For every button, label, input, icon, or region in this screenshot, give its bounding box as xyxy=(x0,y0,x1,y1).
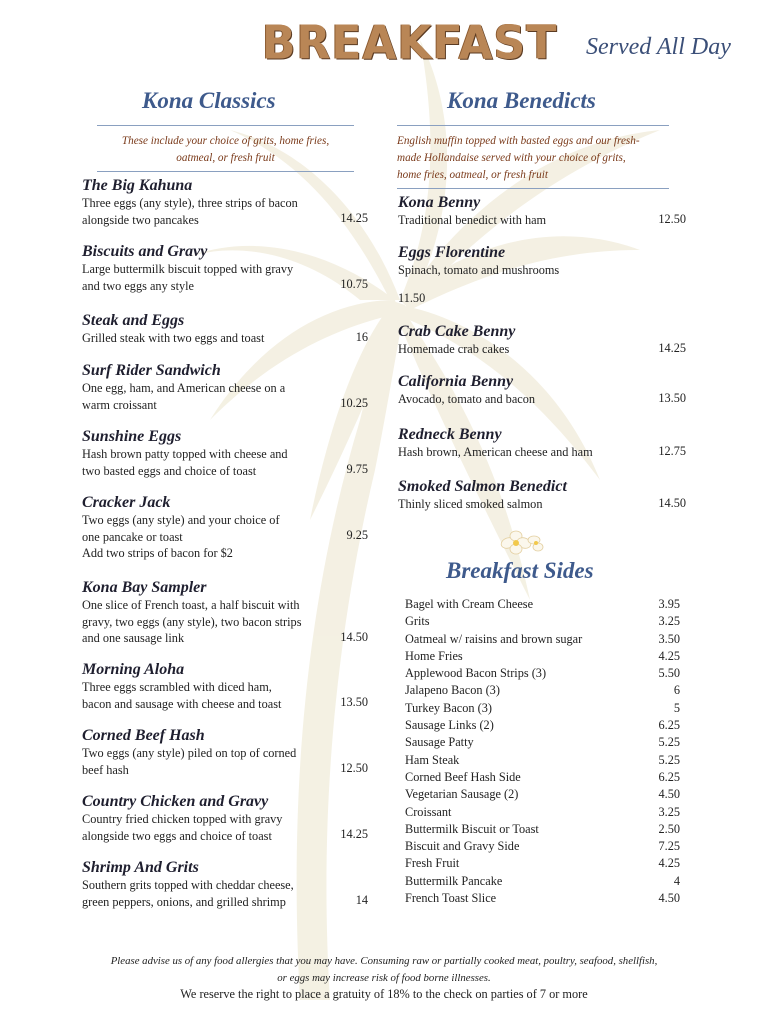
menu-item-name: Surf Rider Sandwich xyxy=(82,362,221,379)
menu-item-description: Three eggs scrambled with diced ham, xyxy=(82,680,272,694)
menu-item-name: Cracker Jack xyxy=(82,494,171,511)
classics-top-rule xyxy=(97,125,354,126)
menu-item-name: Kona Benny xyxy=(398,194,481,211)
menu-item-description: Country fried chicken topped with gravy xyxy=(82,812,283,826)
side-item-price: 2.50 xyxy=(658,821,680,836)
menu-item-name: Eggs Florentine xyxy=(398,244,506,261)
menu-item xyxy=(398,477,567,513)
side-item-row xyxy=(405,786,680,803)
menu-item-name: Shrimp And Grits xyxy=(82,859,199,876)
menu-item-price: 13.50 xyxy=(340,695,368,709)
side-item-row xyxy=(405,648,680,665)
side-item-price: 7.25 xyxy=(658,839,680,854)
menu-item-price: 14 xyxy=(355,893,368,907)
menu-item xyxy=(82,726,296,778)
allergy-notice-line-1: Please advise us of any food allergies that you may have. Consuming raw or partially cooked meat, poultry, seafood, shellfish, xyxy=(110,955,658,967)
kona-classics-heading: Kona Classics xyxy=(142,88,276,113)
menu-item-name: Smoked Salmon Benedict xyxy=(398,478,567,495)
menu-item-description: Southern grits topped with cheddar cheese, xyxy=(82,878,294,892)
allergy-notice xyxy=(0,953,768,987)
menu-item-description: two basted eggs and choice of toast xyxy=(82,463,257,478)
side-item-name: Bagel with Cream Cheese xyxy=(405,597,534,611)
benedicts-note-line-1: English muffin topped with basted eggs and our fresh- xyxy=(397,135,640,147)
menu-item xyxy=(398,372,535,408)
menu-item xyxy=(82,242,293,294)
menu-item-name: The Big Kahuna xyxy=(82,177,193,194)
menu-item-description: Hash brown, American cheese and ham xyxy=(398,445,593,459)
menu-item-description: One egg, ham, and American cheese on a xyxy=(82,381,286,395)
side-item-name: Vegetarian Sausage (2) xyxy=(405,787,519,802)
side-item-row xyxy=(405,752,680,769)
side-item-price: 4 xyxy=(673,873,680,888)
side-item-name: Croissant xyxy=(405,804,452,819)
menu-item-name: Steak and Eggs xyxy=(82,312,185,329)
side-item-name: Ham Steak xyxy=(405,752,460,767)
menu-item-price: 14.25 xyxy=(658,341,686,355)
menu-item-description: Spinach, tomato and mushrooms xyxy=(398,263,560,277)
menu-item-name: Biscuits and Gravy xyxy=(82,243,208,260)
plumeria-flower-icon xyxy=(494,526,546,556)
menu-item-description: green peppers, onions, and grilled shrimp xyxy=(82,894,286,909)
side-item-row xyxy=(405,631,680,648)
menu-item-description: and one sausage link xyxy=(82,631,185,645)
side-item-name: Buttermilk Biscuit or Toast xyxy=(405,821,539,836)
menu-item xyxy=(82,578,301,647)
side-item-price: 6 xyxy=(673,683,680,698)
menu-item-description: and two eggs any style xyxy=(82,278,195,293)
menu-item xyxy=(82,858,294,910)
side-item-name: Sausage Links (2) xyxy=(405,718,494,733)
menu-item xyxy=(82,176,298,228)
side-item-row xyxy=(405,596,680,613)
side-item-price: 4.50 xyxy=(658,891,680,906)
side-item-row xyxy=(405,613,680,630)
menu-item-price: 12.75 xyxy=(658,444,686,458)
menu-item-price: 16 xyxy=(355,330,368,344)
menu-item-price: 14.25 xyxy=(340,211,368,225)
side-item-name: French Toast Slice xyxy=(405,891,497,906)
served-all-day-label: Served All Day xyxy=(586,34,731,60)
side-item-row xyxy=(405,890,680,907)
side-item-row xyxy=(405,873,680,890)
menu-title: BREAKFAST xyxy=(262,16,558,71)
menu-item-description: alongside two eggs and choice of toast xyxy=(82,828,272,843)
menu-item-description: Two eggs (any style) piled on top of corned xyxy=(82,746,297,760)
menu-item-description: warm croissant xyxy=(82,397,157,412)
menu-item xyxy=(398,193,546,229)
menu-item xyxy=(82,361,285,413)
side-item-price: 3.95 xyxy=(658,597,680,611)
menu-item-price: 11.50 xyxy=(398,291,426,305)
menu-item-name: California Benny xyxy=(398,373,514,390)
menu-item-name: Morning Aloha xyxy=(82,661,185,678)
side-item-name: Fresh Fruit xyxy=(405,856,460,871)
menu-item-price: 9.25 xyxy=(346,528,368,542)
menu-item-price: 14.50 xyxy=(658,496,686,510)
side-item-price: 6.25 xyxy=(658,718,680,733)
side-item-name: Corned Beef Hash Side xyxy=(405,769,521,784)
side-item-row xyxy=(405,855,680,872)
menu-item-description: bacon and sausage with cheese and toast xyxy=(82,696,282,711)
menu-item-price: 10.25 xyxy=(340,396,368,410)
side-item-price: 5.25 xyxy=(658,752,680,767)
benedicts-note xyxy=(397,133,669,184)
menu-item-price: 13.50 xyxy=(658,391,686,405)
menu-item-price: 12.50 xyxy=(340,761,368,775)
side-item-name: Turkey Bacon (3) xyxy=(405,700,492,715)
side-item-price: 5.25 xyxy=(658,735,680,750)
benedicts-top-rule xyxy=(397,125,669,126)
side-item-name: Biscuit and Gravy Side xyxy=(405,839,520,854)
menu-item xyxy=(398,425,593,461)
benedicts-bottom-rule xyxy=(397,188,669,189)
menu-item-description: Traditional benedict with ham xyxy=(398,213,547,227)
menu-item-price: 9.75 xyxy=(346,462,368,476)
side-item-name: Jalapeno Bacon (3) xyxy=(405,683,500,698)
side-item-row xyxy=(405,665,680,682)
menu-item-description: Three eggs (any style), three strips of bacon xyxy=(82,196,298,210)
menu-item-name: Country Chicken and Gravy xyxy=(82,793,269,810)
breakfast-sides-list xyxy=(405,596,680,907)
side-item-price: 4.50 xyxy=(658,787,680,802)
menu-item xyxy=(82,660,281,712)
menu-item-price: 14.50 xyxy=(340,630,368,644)
menu-item-price: 14.25 xyxy=(340,827,368,841)
side-item-name: Home Fries xyxy=(405,648,463,663)
allergy-notice-line-2: or eggs may increase risk of food borne illnesses. xyxy=(277,972,491,984)
side-item-name: Grits xyxy=(405,614,430,629)
menu-item-description: Two eggs (any style) and your choice of xyxy=(82,513,280,527)
menu-item-name: Crab Cake Benny xyxy=(398,323,516,340)
side-item-row xyxy=(405,838,680,855)
menu-item-description: Hash brown patty topped with cheese and xyxy=(82,447,288,461)
side-item-name: Sausage Patty xyxy=(405,735,474,750)
classics-note xyxy=(97,133,354,167)
side-item-row xyxy=(405,717,680,734)
menu-item-description: Thinly sliced smoked salmon xyxy=(398,497,543,511)
side-item-row xyxy=(405,804,680,821)
menu-item-description: Homemade crab cakes xyxy=(398,342,510,356)
side-item-price: 3.50 xyxy=(658,631,680,646)
gratuity-notice: We reserve the right to place a gratuity of 18% to the check on parties of 7 or more xyxy=(180,987,588,1001)
benedicts-note-line-2: made Hollandaise served with your choice of grits, xyxy=(397,152,626,164)
menu-item-name: Redneck Benny xyxy=(398,426,502,443)
side-item-price: 3.25 xyxy=(658,804,680,819)
classics-note-line-1: These include your choice of grits, home fries, xyxy=(121,135,330,147)
menu-item xyxy=(398,243,559,279)
menu-item xyxy=(82,311,264,347)
menu-item-description: one pancake or toast xyxy=(82,529,183,544)
side-item-row xyxy=(405,682,680,699)
kona-benedicts-heading: Kona Benedicts xyxy=(447,88,596,113)
side-item-price: 6.25 xyxy=(658,769,680,784)
menu-item-description: Large buttermilk biscuit topped with gravy xyxy=(82,262,294,276)
menu-item-description: beef hash xyxy=(82,762,129,777)
menu-item-name: Corned Beef Hash xyxy=(82,727,205,744)
side-item-price: 5.50 xyxy=(658,666,680,681)
classics-note-line-2: oatmeal, or fresh fruit xyxy=(176,152,275,164)
menu-item xyxy=(82,427,288,479)
menu-item-price: 10.75 xyxy=(340,277,368,291)
side-item-price: 5 xyxy=(673,700,680,715)
benedicts-note-line-3: home fries, oatmeal, or fresh fruit xyxy=(397,169,548,181)
side-item-row xyxy=(405,700,680,717)
menu-item-description: Add two strips of bacon for $2 xyxy=(82,546,233,560)
side-item-row xyxy=(405,769,680,786)
menu-item-description: Grilled steak with two eggs and toast xyxy=(82,331,265,345)
side-item-price: 3.25 xyxy=(658,614,680,629)
side-item-name: Buttermilk Pancake xyxy=(405,873,503,888)
menu-item xyxy=(82,493,280,562)
side-item-name: Applewood Bacon Strips (3) xyxy=(405,666,547,681)
side-item-row xyxy=(405,734,680,751)
breakfast-sides-heading: Breakfast Sides xyxy=(446,558,594,583)
classics-bottom-rule xyxy=(97,171,354,172)
menu-item-description: alongside two pancakes xyxy=(82,212,199,227)
menu-item-description: One slice of French toast, a half biscuit with xyxy=(82,598,300,612)
menu-item-description: Avocado, tomato and bacon xyxy=(398,392,536,406)
side-item-row xyxy=(405,821,680,838)
menu-item-name: Sunshine Eggs xyxy=(82,428,182,445)
menu-item-price: 12.50 xyxy=(658,212,686,226)
side-item-price: 4.25 xyxy=(658,648,680,663)
menu-item-description: gravy, two eggs (any style), two bacon strips xyxy=(82,614,302,629)
menu-item-name: Kona Bay Sampler xyxy=(82,579,207,596)
menu-item xyxy=(398,322,515,358)
side-item-price: 4.25 xyxy=(658,856,680,871)
menu-item xyxy=(82,792,282,844)
side-item-name: Oatmeal w/ raisins and brown sugar xyxy=(405,631,583,646)
